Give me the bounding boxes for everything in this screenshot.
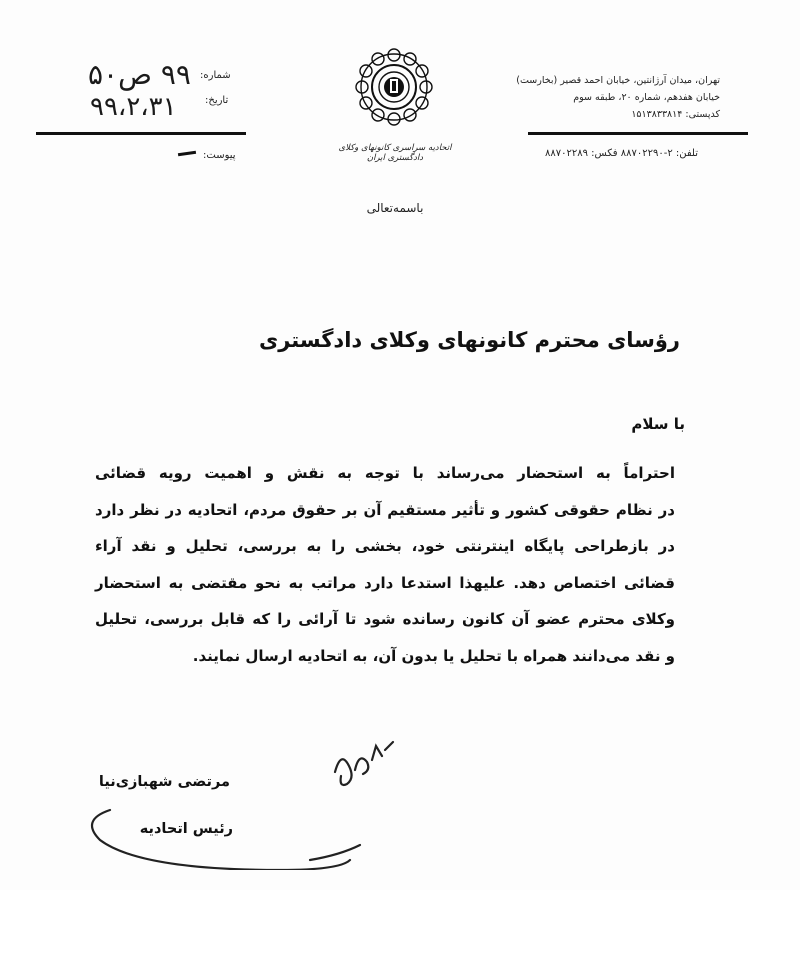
address-line: خیابان هفدهم، شماره ۲۰، طبقه سوم xyxy=(573,92,720,103)
handwritten-number: ۹۹ ص۵۰ xyxy=(88,58,191,91)
letter-body xyxy=(95,455,675,674)
signer-name: مرتضی شهبازی‌نیا xyxy=(98,774,230,790)
emblem-caption: اتحادیه سراسری کانونهای وکلای دادگستری ایران xyxy=(338,143,452,163)
address-block xyxy=(490,72,720,123)
recipient-heading: رؤسای محترم کانونهای وکلای دادگستری xyxy=(258,328,680,352)
handwritten-date: ۹۹،۲،۳۱ xyxy=(90,92,177,122)
page-margin xyxy=(0,890,800,967)
signature-icon xyxy=(80,730,420,870)
header-rule-left xyxy=(36,132,246,135)
signer-title: رئیس اتحادیه xyxy=(139,821,233,837)
bismillah: باسمه‌تعالی xyxy=(366,201,424,215)
address-line: تهران، میدان آرژانتین، خیابان احمد قصیر (بخارست) xyxy=(516,75,720,86)
salutation: با سلام xyxy=(631,415,685,433)
contact-line: تلفن: ۲-۸۸۷۰۲۲۹۰ فکس: ۸۸۷۰۲۲۸۹ xyxy=(545,148,699,159)
body-line: در بازطراحی پایگاه اینترنتی خود، بخشی را به بررسی، تحلیل و نقد آراء xyxy=(95,537,675,555)
postal-code: کدپستی: ۱۵۱۳۸۳۳۸۱۴ xyxy=(631,109,720,120)
handwritten-dash xyxy=(178,151,196,156)
attachment-label: پیوست: xyxy=(203,150,236,161)
body-line: در نظام حقوقی کشور و تأثیر مستقیم آن بر حقوق مردم، اتحادیه در نظر دارد xyxy=(95,500,675,519)
body-line: قضائی اختصاص دهد. علیهذا استدعا دارد مراتب به نحو مقتضی به استحضار xyxy=(95,573,675,592)
body-line: وکلای محترم عضو آن کانون رسانده شود تا آرائی را که قابل بررسی، تحلیل xyxy=(95,610,675,628)
header-rule-right xyxy=(528,132,748,135)
emblem-icon xyxy=(355,45,433,140)
number-label: شماره: xyxy=(200,70,231,81)
body-line: احتراماً به استحضار می‌رساند با توجه به نقش و اهمیت رویه قضائی xyxy=(95,464,675,482)
date-label: تاریخ: xyxy=(205,95,229,106)
body-line: و نقد می‌دانند همراه با تحلیل یا بدون آن، به اتحادیه ارسال نمایند. xyxy=(192,646,675,665)
